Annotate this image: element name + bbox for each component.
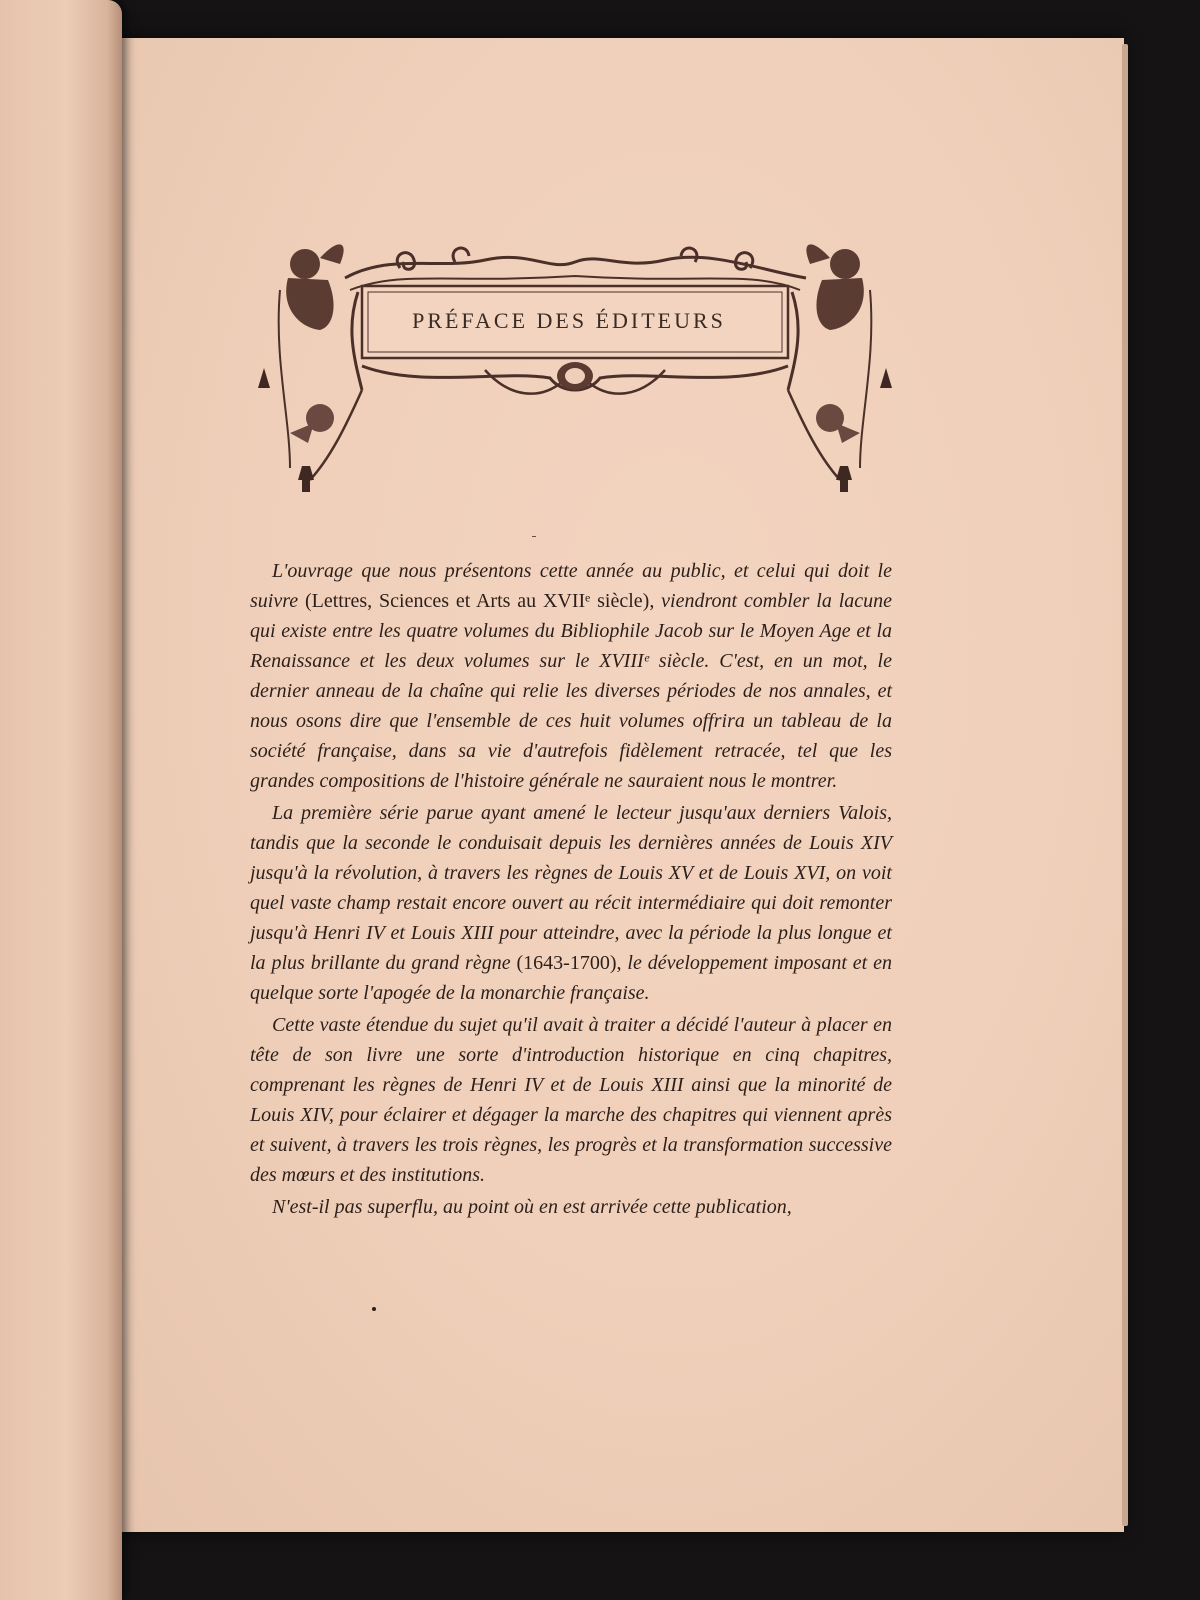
paragraph: L'ouvrage que nous présentons cette année au public, et celui qui doit le suivre (Lettres, Sciences et Arts au XVIIᵉ siècle), viendront combler la lacune qui existe entre les quatre volumes du Bibliophile Jacob sur le Moyen Age et la Renaissance et les deux volumes sur le XVIIIᵉ siècle. C'est, en un mot, le dernier anneau de la chaîne qui relie les diverses périodes de nos annales, et nous osons dire que l'ensemble de ces huit volumes offrira un tableau de la société française, dans sa vie d'autrefois fidèlement retracée, tel que les grandes compositions de l'histoire générale ne sauraient nous le montrer. xyxy=(250,560,893,792)
preface-text xyxy=(250,556,892,1224)
ink-dot xyxy=(372,1307,376,1311)
paragraph: Cette vaste étendue du sujet qu'il avait à traiter a décidé l'auteur à placer en tête de son livre une sorte d'introduction historique en cinq chapitres, comprenant les règnes de Henri IV et de Louis XIII ainsi que la minorité de Louis XIV, pour éclairer et dégager la marche des chapitres qui viennent après et suivent, à travers les trois règnes, les progrès et la transformation successive des mœurs et des institutions. xyxy=(250,1014,892,1186)
facing-left-page xyxy=(0,0,122,1600)
ornamental-cartouche xyxy=(250,218,900,500)
decorative-dash xyxy=(532,536,536,537)
book-page xyxy=(118,38,1124,1532)
page-title: PRÉFACE DES ÉDITEURS xyxy=(412,308,726,333)
paragraph: La première série parue ayant amené le lecteur jusqu'aux derniers Valois, tandis que la seconde le conduisait depuis les dernières années de Louis XIV jusqu'à la révolution, à travers les règnes de Louis XV et de Louis XVI, on voit quel vaste champ restait encore ouvert au récit intermédiaire qui doit remonter jusqu'à Henri IV et Louis XIII pour atteindre, avec la période la plus longue et la plus brillante du grand règne (1643-1700), le développement imposant et en quelque sorte l'apogée de la monarchie française. xyxy=(250,802,892,1004)
page-edge xyxy=(1122,44,1128,1526)
paragraph: N'est-il pas superflu, au point où en est arrivée cette publication, xyxy=(272,1196,792,1218)
